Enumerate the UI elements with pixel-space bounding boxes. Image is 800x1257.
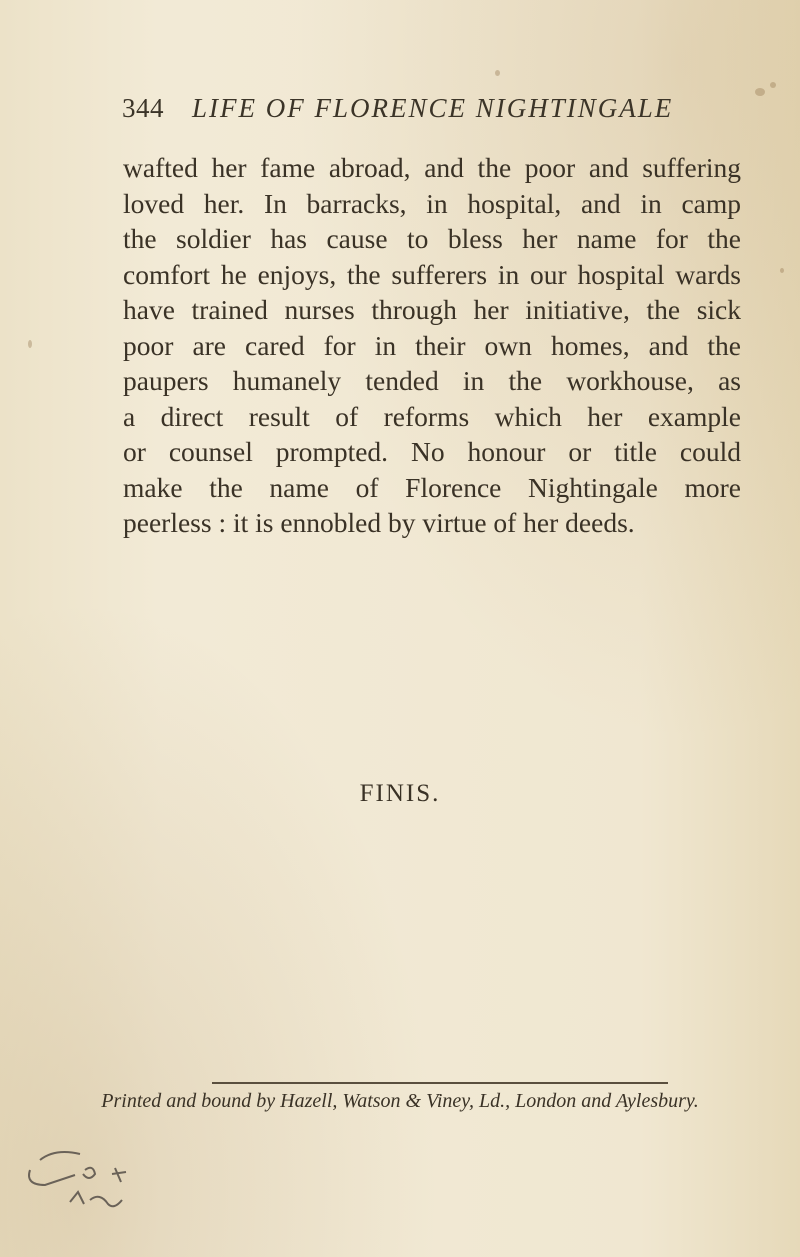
- pencil-scribble: [20, 1140, 160, 1220]
- text-line: poor are cared for in their own homes, and the: [123, 329, 741, 361]
- text-line: or counsel prompted. No honour or title could: [123, 436, 741, 467]
- finis-heading: FINIS.: [359, 780, 441, 807]
- running-title: LIFE OF FLORENCE NIGHTINGALE: [192, 93, 674, 123]
- page-header: [122, 93, 762, 124]
- text-line: a direct result of reforms which her example: [123, 400, 741, 432]
- text-line: paupers humanely tended in the workhouse, as: [123, 365, 741, 396]
- printer-imprint: Printed and bound by Hazell, Watson & Viney, Ld., London and Aylesbury.: [101, 1090, 699, 1112]
- ink-stain: [770, 82, 776, 88]
- ink-stain: [780, 268, 784, 273]
- body-paragraph: [123, 150, 741, 541]
- text-line: loved her. In barracks, in hospital, and in camp: [123, 187, 741, 219]
- text-line: comfort he enjoys, the sufferers in our hospital wards: [123, 258, 741, 290]
- ink-stain: [28, 340, 32, 348]
- ink-stain: [495, 70, 500, 76]
- text-line: have trained nurses through her initiative, the sick: [123, 294, 741, 325]
- text-line: the soldier has cause to bless her name for the: [123, 223, 741, 254]
- text-line: make the name of Florence Nightingale more: [123, 471, 741, 503]
- text-line: peerless : it is ennobled by virtue of her deeds.: [123, 507, 635, 538]
- page-number: 344: [122, 93, 164, 123]
- text-line: wafted her fame abroad, and the poor and suffering: [123, 152, 741, 183]
- imprint-rule: [212, 1082, 668, 1084]
